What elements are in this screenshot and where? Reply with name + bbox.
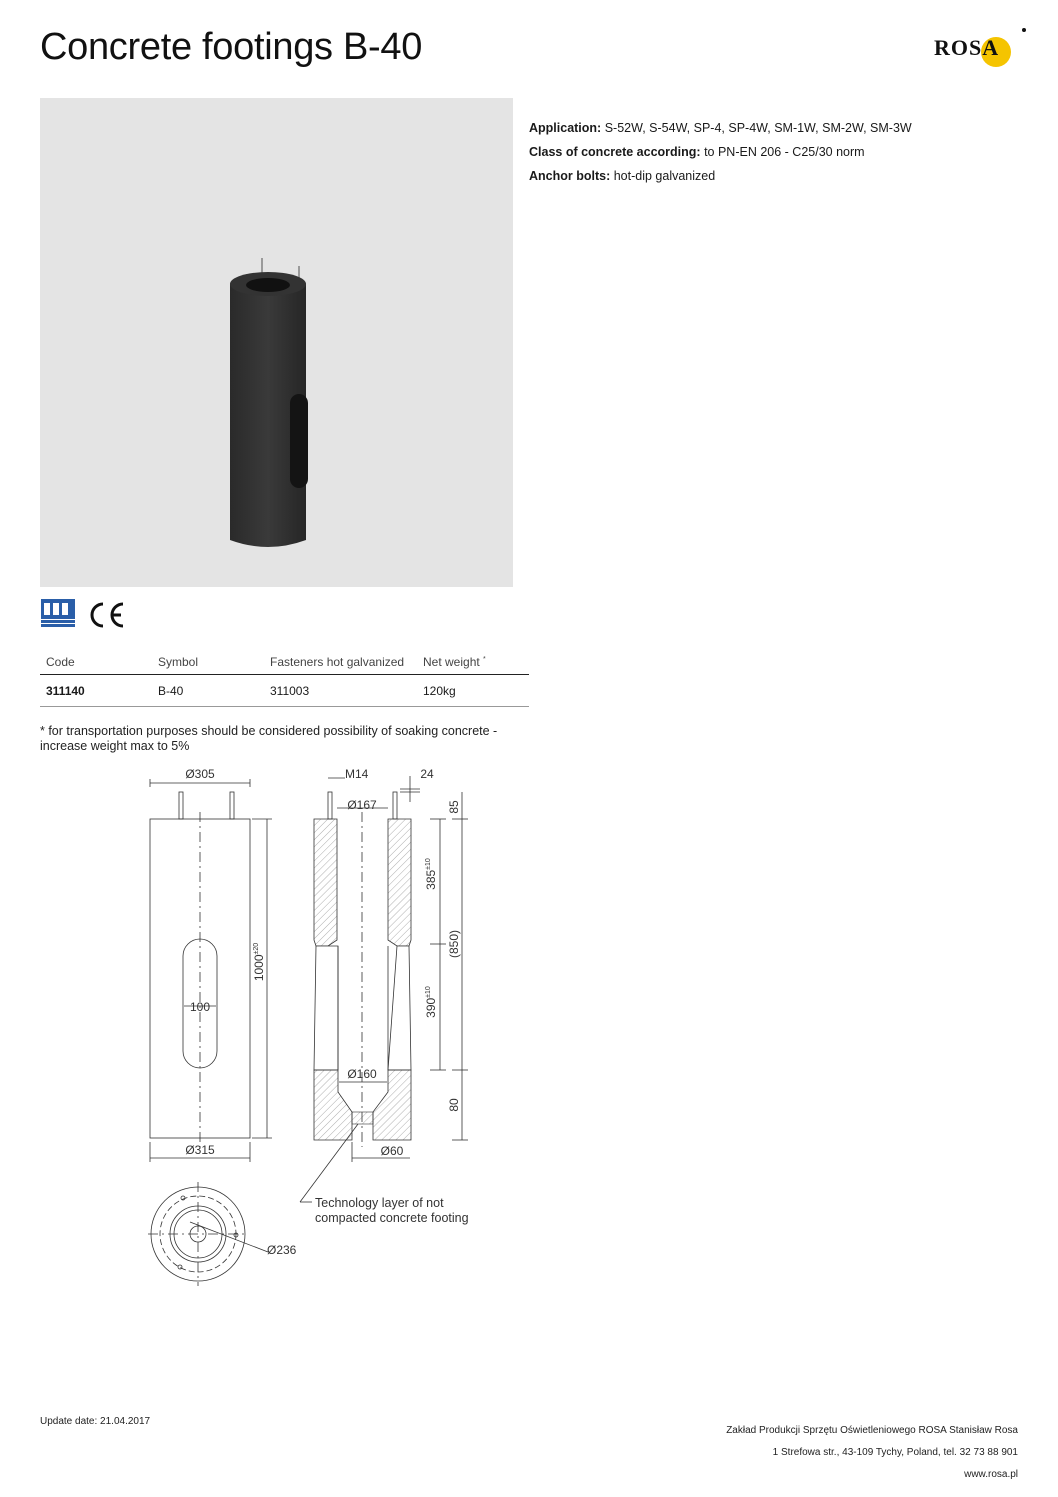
company-address: 1 Strefowa str., 43-109 Tychy, Poland, tel. 32 73 88 901 <box>772 1447 1018 1458</box>
dim-bolt-circle: Ø236 <box>267 1243 297 1257</box>
update-date: Update date: 21.04.2017 <box>40 1416 151 1427</box>
technical-drawing <box>130 762 530 1297</box>
cell-net-weight: 120kg <box>423 683 456 698</box>
svg-text:ROSA: ROSA <box>934 35 1000 60</box>
cell-symbol: B-40 <box>158 683 184 698</box>
col-code: Code <box>46 655 75 669</box>
dim-inner-top-diameter: Ø167 <box>347 798 377 812</box>
specs-block <box>529 116 912 188</box>
quality-certificate-icon <box>40 598 78 632</box>
cell-fasteners: 311003 <box>270 683 310 698</box>
dim-bolt-length: 24 <box>420 767 434 781</box>
dim-lower-length: $390^{\pm 10}$ <box>424 986 438 1018</box>
page-title: Concrete footings B-40 <box>40 26 423 68</box>
note-line-2: compacted concrete footing <box>315 1211 469 1225</box>
dim-middle-length: (850) <box>447 929 461 959</box>
dim-hole-diameter: Ø60 <box>380 1144 404 1158</box>
dim-top-diameter: Ø305 <box>185 767 215 781</box>
dim-top-length: 85 <box>447 800 461 814</box>
dim-slot-width: 100 <box>189 1000 211 1014</box>
table-row <box>40 675 529 707</box>
col-symbol: Symbol <box>158 655 199 669</box>
product-photo <box>40 98 513 587</box>
dim-upper-length: $385^{\pm 10}$ <box>424 858 438 890</box>
dim-inner-bottom-diameter: Ø160 <box>347 1067 377 1081</box>
col-net-weight: Net weight * <box>423 655 486 669</box>
dim-height: $1000^{\pm 20}$ <box>252 942 266 982</box>
dim-bottom-length: 80 <box>447 1098 461 1112</box>
spec-anchor-bolts: Anchor bolts: hot-dip galvanized <box>529 169 716 183</box>
note-line-1: Technology layer of not <box>315 1196 444 1210</box>
footnote: * for transportation purposes should be considered possibility of soaking concrete - increase weight max to 5% <box>40 724 498 753</box>
company-name: Zakład Produkcji Sprzętu Oświetleniowego ROSA Stanisław Rosa <box>726 1425 1018 1436</box>
product-table <box>40 650 529 707</box>
company-info <box>726 1420 1018 1486</box>
cell-code: 311140 <box>46 683 85 698</box>
col-fasteners: Fasteners hot galvanized <box>270 655 405 669</box>
spec-concrete-class: Class of concrete according: to PN-EN 206 - C25/30 norm <box>529 145 865 159</box>
spec-application: Application: S-52W, S-54W, SP-4, SP-4W, SM-1W, SM-2W, SM-3W <box>529 121 912 135</box>
dim-bolt-size: M14 <box>345 767 369 781</box>
dim-bottom-diameter: Ø315 <box>185 1143 215 1157</box>
company-website[interactable]: www.rosa.pl <box>964 1469 1018 1480</box>
rosa-logo <box>930 24 1030 74</box>
table-header <box>40 650 529 675</box>
ce-mark-icon <box>86 600 126 630</box>
